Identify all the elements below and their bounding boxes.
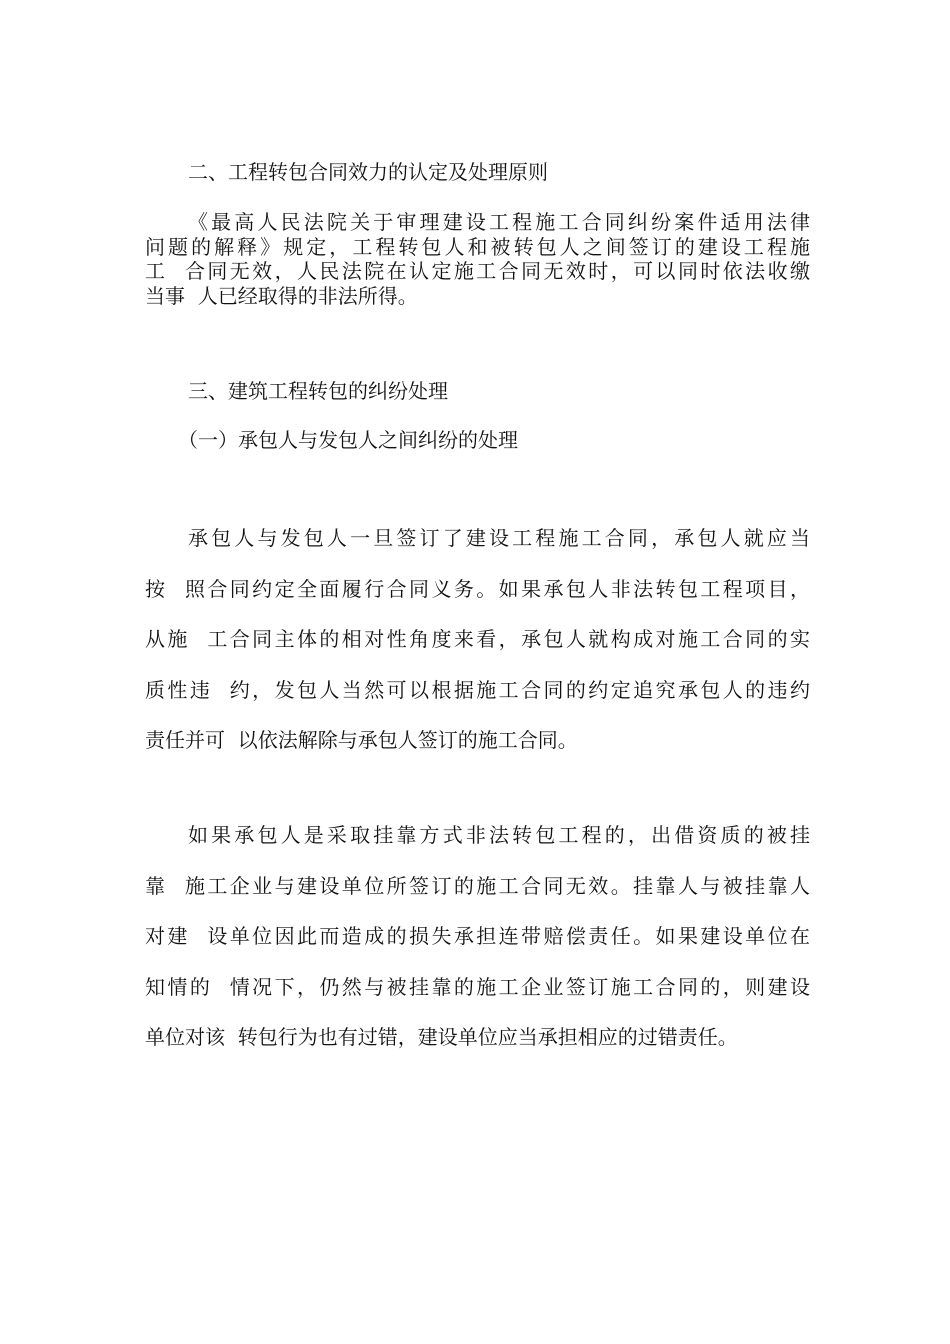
section-2-heading: 二、工程转包合同效力的认定及处理原则 (188, 160, 548, 184)
paragraph-line: 责任并可 以依法解除与承包人签订的施工合同。 (145, 728, 578, 752)
paragraph-line: 按 照合同约定全面履行合同义务。如果承包人非法转包工程项目， (145, 576, 810, 601)
paragraph-line: 质性违 约，发包人当然可以根据施工合同的约定追究承包人的违约 (145, 677, 810, 702)
section-3-paragraph-2 (145, 810, 810, 1063)
paragraph-line: 靠 施工企业与建设单位所签订的施工合同无效。挂靠人与被挂靠人 (145, 873, 810, 898)
paragraph-line: 从施 工合同主体的相对性角度来看，承包人就构成对施工合同的实 (145, 627, 810, 651)
paragraph-line: 问题的解释》规定，工程转包人和被转包人之间签订的建设工程施 (145, 234, 810, 259)
paragraph-line: 工 合同无效，人民法院在认定施工合同无效时，可以同时依法收缴 (145, 259, 810, 284)
paragraph-line: 如果承包人是采取挂靠方式非法转包工程的，出借资质的被挂 (188, 823, 810, 847)
paragraph-line: 单位对该 转包行为也有过错，建设单位应当承担相应的过错责任。 (145, 1025, 738, 1049)
paragraph-line: 对建 设单位因此而造成的损失承担连带赔偿责任。如果建设单位在 (145, 924, 810, 948)
section-2-paragraph (145, 210, 810, 308)
section-3-subheading: （一）承包人与发包人之间纠纷的处理 (178, 428, 518, 452)
section-3-heading: 三、建筑工程转包的纠纷处理 (188, 379, 448, 403)
paragraph-line: 承包人与发包人一旦签订了建设工程施工合同，承包人就应当 (188, 526, 810, 550)
paragraph-line: 《最高人民法院关于审理建设工程施工合同纠纷案件适用法律 (188, 210, 810, 234)
paragraph-line: 知情的 情况下，仍然与被挂靠的施工企业签订施工合同的，则建设 (145, 974, 810, 999)
paragraph-line: 当事 人已经取得的非法所得。 (145, 283, 418, 308)
section-3-paragraph-1 (145, 513, 810, 766)
